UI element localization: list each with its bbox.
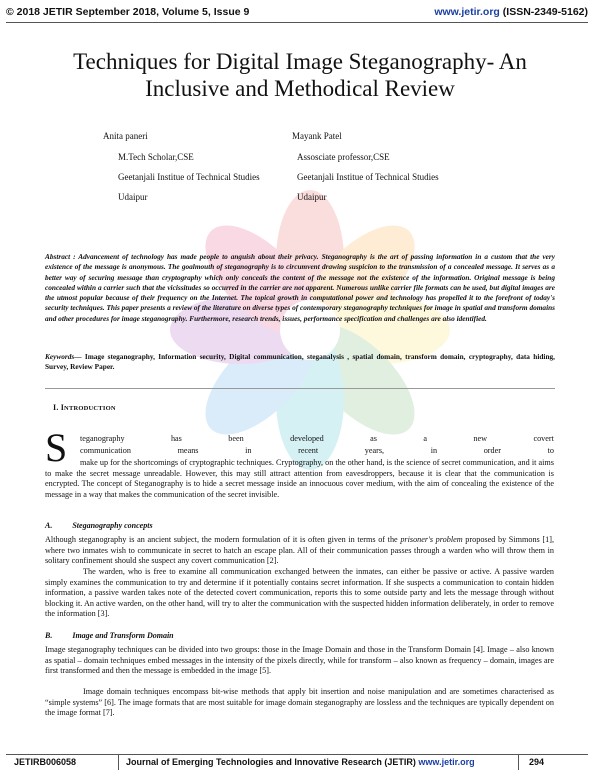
subsection-label: A. (45, 521, 53, 530)
author-2-city: Udaipur (297, 192, 327, 202)
running-header (6, 6, 588, 20)
intro-word: developed (290, 434, 324, 443)
header-site (434, 6, 588, 18)
para-text: proposed by Simmons [1], where two inmates wish to communicate in secret to hatch an escape plan. All of their communication passes through a warden who will throw them in solitary confinement should she suspect any covert communication [2]. (45, 535, 554, 565)
intro-word: in (245, 446, 252, 455)
intro-word: means (177, 446, 199, 455)
section-numeral: I. (53, 403, 59, 412)
intro-word: to (547, 446, 554, 455)
intro-line-1 (80, 434, 554, 445)
intro-word: in (430, 446, 438, 455)
header-issue-info: © 2018 JETIR September 2018, Volume 5, Issue 9 (6, 6, 250, 18)
keywords-label: Keywords— (45, 352, 82, 361)
image-transform-domain-paragraph-2: Image domain techniques encompass bit-wise methods that apply bit insertion and noise manipulation and are sometimes characterised as “simple systems” [6]. The image formats that are most suitable for image domain steganography are lossless and the techniques are typically dependent on the image format [7]. (45, 687, 554, 717)
author-2-role: Assosciate professor,CSE (297, 152, 390, 162)
intro-paragraph: make up for the shortcomings of cryptographic techniques. Cryptography, on the other hand, is the science of secret communication, and it aims to make the secret message unreadable. However, this may still attract attention from eavesdroppers, because it is clear that the communication is encrypted. The concept of Steganography is to hide a secret message inside an innocuous cover medium, with the aim of concealing the existence of the message in a way that makes the communication of the secret invisible. (45, 458, 554, 499)
section-title-rest: NTRODUCTION (64, 405, 116, 412)
author-1-role: M.Tech Scholar,CSE (118, 152, 194, 162)
steganography-concepts-paragraph-1 (45, 535, 554, 567)
intro-word: been (228, 434, 244, 443)
author-1-city: Udaipur (118, 192, 148, 202)
intro-word: has (170, 434, 182, 443)
footer-journal-name: Journal of Emerging Technologies and Innovative Research (JETIR) (126, 757, 416, 767)
abstract (45, 252, 555, 324)
para-text: Although steganography is an ancient subject, the modern formulation of it is often given in terms of the (45, 535, 401, 544)
abstract-text: Advancement of technology has made people to anguish about their privacy. Steganography is the art of passing information in a custom that the very existence of the message is anonymous. The goalmouth of steganography is to circumvent drawing suspicion to the transmission of a concealed message. It serves as a better way of securing message than cryptography which only conceals the content of the message not the existence of the information. Original message is being concealed within a carrier such that the vicissitudes so occurred in the carrier are not apparent. Numerous unlike carrier file formats can be used, but digital images are the utmost popular because of their frequency on the Internet. The topical growth in computational power and technology has propelled it to the forefront of today's security techniques. This paper presents a review of the literature on diverse types of contemporary steganography techniques for image in spatial and transform domains and other procedures for image steganography. Furthermore, research trends, issues, performance specification and challenges are also identified. (45, 252, 555, 323)
prisoners-problem-term: prisoner's problem (400, 535, 463, 544)
intro-word: years, (364, 446, 385, 455)
intro-word: a (423, 434, 428, 443)
subsection-heading-b (45, 631, 174, 640)
author-2-institute: Geetanjali Institue of Technical Studies (297, 172, 439, 182)
intro-word: communication (80, 446, 131, 455)
header-url-link[interactable]: www.jetir.org (434, 6, 500, 18)
section-title-initial: I (60, 403, 65, 412)
intro-word: new (473, 434, 488, 443)
author-2-name: Mayank Patel (292, 131, 342, 141)
subsection-label: B. (45, 631, 53, 640)
footer-separator (518, 754, 519, 770)
title-line-1: Techniques for Digital Image Steganography- An (73, 49, 527, 74)
steganography-concepts-paragraph-2: The warden, who is free to examine all communication exchanged between the inmates, can either be passive or active. A passive warden simply examines the communication to try and determine if it potentially contains secret information. If she suspects a communication to contain hidden information, a passive warden takes note of the detected covert communication, reports this to some outside party and lets the message through without blocking it. An active warden, on the other hand, will try to alter the communication with the suspected hidden information deliberately, in order to remove the information [3]. (45, 567, 554, 618)
subsection-title: Image and Transform Domain (72, 631, 174, 640)
header-divider (6, 22, 588, 23)
footer-journal (126, 757, 475, 767)
subsection-heading-a (45, 521, 153, 530)
author-1-name: Anita paneri (103, 131, 148, 141)
header-issn: (ISSN-2349-5162) (502, 6, 588, 18)
footer-divider (6, 754, 588, 755)
paper-title (40, 48, 560, 102)
abstract-label: Abstract : (45, 252, 76, 261)
intro-word: covert (533, 434, 554, 443)
image-transform-domain-paragraph-1: Image steganography techniques can be divided into two groups: those in the Image Domain and those in the Transform Domain [4]. Image – also known as spatial – domain techniques embed messages in the intensity of the pixels directly, while for transform – also known as frequency – domain, images are first transformed and then the message is embedded in the image [5]. (45, 645, 554, 675)
title-line-2: Inclusive and Methodical Review (145, 76, 455, 101)
footer-url-link[interactable]: www.jetir.org (418, 757, 475, 767)
footer-paper-id: JETIRB006058 (14, 757, 77, 767)
intro-dropcap: S (45, 425, 68, 470)
intro-word: teganography (80, 434, 125, 443)
intro-line-2 (80, 446, 554, 457)
keywords (45, 352, 555, 373)
subsection-title: Steganography concepts (72, 521, 153, 530)
intro-word: as (370, 434, 377, 443)
intro-word: order (483, 446, 501, 455)
author-1-institute: Geetanjali Institue of Technical Studies (118, 172, 260, 182)
abstract-divider (45, 388, 555, 389)
section-heading-introduction (53, 403, 116, 412)
intro-word: recent (298, 446, 319, 455)
footer-page-number: 294 (528, 757, 544, 767)
footer-separator (118, 754, 119, 770)
keywords-text: Image steganography, Information security, Digital communication, steganalysis , spatial domain, transform domain, cryptography, data hiding, Survey, Review Paper. (45, 352, 555, 372)
running-footer (6, 757, 588, 771)
